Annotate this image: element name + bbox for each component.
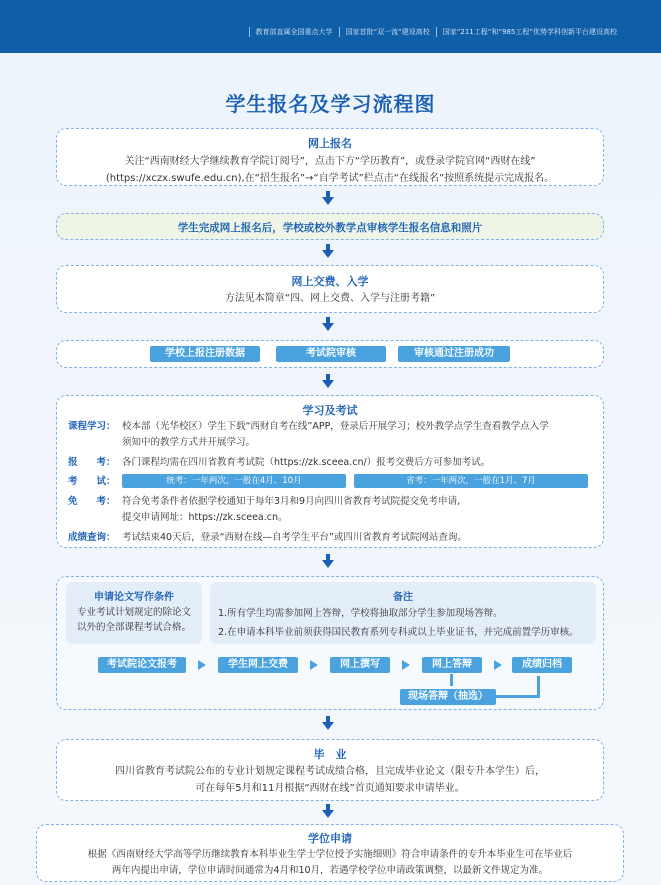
condition-text: 专业考试计划规定的除论文 [76,607,191,618]
thesis-flow-step: 考试院论文报考 [98,657,186,673]
register-label: 报 考： [68,457,116,468]
onsite-defense: 现场答辩（抽选） [400,689,496,705]
header-bar [0,0,661,53]
right-arrow-icon [402,660,410,670]
note-item: 1.所有学生均需参加网上答辩，学校将抽取部分学生参加现场答辩。 [218,608,503,619]
register-text: 各门课程均需在四川省教育考试院（https://zk.sceea.cn/）报考交费后方可参加考试。 [122,457,491,468]
step-text: 关注“西南财经大学继续教育学院订阅号”，点击下方“学历教育”，或登录学院官网“西财在线” [124,156,536,167]
step-title: 网上交费、入学 [291,275,369,288]
right-arrow-icon [310,660,318,670]
down-arrow-icon [322,323,334,331]
right-arrow-icon [494,660,502,670]
thesis-flow-step: 网上答辩 [422,657,482,673]
thesis-flow-step: 网上撰写 [330,657,390,673]
step-title: 毕 业 [313,748,347,761]
up-arrow-icon [537,676,540,698]
step-study-exam [56,395,604,548]
step-graduation [56,739,604,801]
score-text: 考试结束40天后，登录“西财在线—自考学生平台”或四川省教育考试院网站查询。 [122,532,467,543]
score-label: 成绩查询： [68,532,116,543]
step-text: 根据《西南财经大学高等学历继续教育本科毕业生学士学位授予实施细则》符合申请条件的专升本毕业生可在毕业后 [87,849,573,860]
step-online-registration [56,128,604,186]
exempt-label: 免 考： [68,496,116,507]
step-title: 网上报名 [308,137,352,150]
exam-school-info: 统考：一年两次，一般在4月、10月 [122,474,346,488]
down-arrow-icon [322,380,334,388]
down-arrow-icon [322,722,334,730]
step-text: 四川省教育考试院公布的专业计划规定课程考试成绩合格，且完成毕业论文（限专升本学生）后， [115,766,545,777]
notes-title: 备注 [393,592,413,603]
thesis-condition-panel [66,582,202,644]
header-tag: 国家首批“双一流”建设高校 [339,27,430,37]
condition-text: 以外的全部课程考试合格。 [76,622,191,633]
step-review [56,213,604,240]
exam-province-info: 省考：一年两次，一般在1月、7月 [354,474,588,488]
condition-title: 申请论文写作条件 [94,592,174,603]
header-tags [249,27,618,37]
step-degree [36,824,624,882]
flow-pill: 学校上报注册数据 [150,346,260,362]
course-study-text: 须知中的教学方式并开展学习。 [122,437,256,448]
down-arrow-icon [322,560,334,568]
header-tag: 教育部直属全国重点大学 [249,27,333,37]
page-title: 学生报名及学习流程图 [225,92,436,116]
exempt-text: 符合免考条件者依据学校通知于每年3月和9月向四川省教育考试院提交免考申请, [122,496,461,507]
down-arrow-icon [322,250,334,258]
thesis-flow-step: 成绩归档 [512,657,572,673]
flow-pill: 审核通过注册成功 [398,346,510,362]
down-arrow-icon [322,197,334,205]
step-title: 学位申请 [308,832,352,845]
exempt-text: 提交申请网址：https://zk.sceea.cn。 [122,512,288,523]
step-text: 两年内提出申请，学位申请时间通常为4月和10月，若遇学校学位申请政策调整，以最新文件规定为准。 [111,865,549,876]
thesis-flow-step: 学生网上交费 [218,657,298,673]
course-study-text: 校本部（光华校区）学生下载“西财自考在线”APP，登录后开展学习；校外教学点学生查看教学点入学 [122,421,549,432]
step-text: 可在每年5月和11月根据“西财在线”首页通知要求申请毕业。 [195,783,465,794]
course-study-label: 课程学习： [68,421,116,432]
step-payment-enrollment [56,265,604,313]
connector-line [496,695,540,698]
flow-pill: 考试院审核 [276,346,386,362]
note-item: 2.在申请本科毕业前须获得国民教育系列专科或以上毕业证书，并完成前置学历审核。 [218,627,579,638]
down-arrow-icon [322,810,334,818]
step-text: 方法见本简章“四、网上交费、入学与注册考籍” [224,293,436,304]
right-arrow-icon [198,660,206,670]
notes-panel [210,582,596,644]
exam-label: 考 试： [68,476,116,487]
step-text: (https://xczx.swufe.edu.cn),在“招生报名”→“自学考试”栏点击“在线报名”按照系统提示完成报名。 [105,173,555,184]
step-title: 学习及考试 [302,404,358,417]
header-tag: 国家“211工程”和“985工程”优势学科创新平台建设高校 [436,27,617,37]
step-text: 学生完成网上报名后，学校或校外教学点审核学生报名信息和照片 [177,222,483,234]
down-arrow-icon [450,674,453,686]
